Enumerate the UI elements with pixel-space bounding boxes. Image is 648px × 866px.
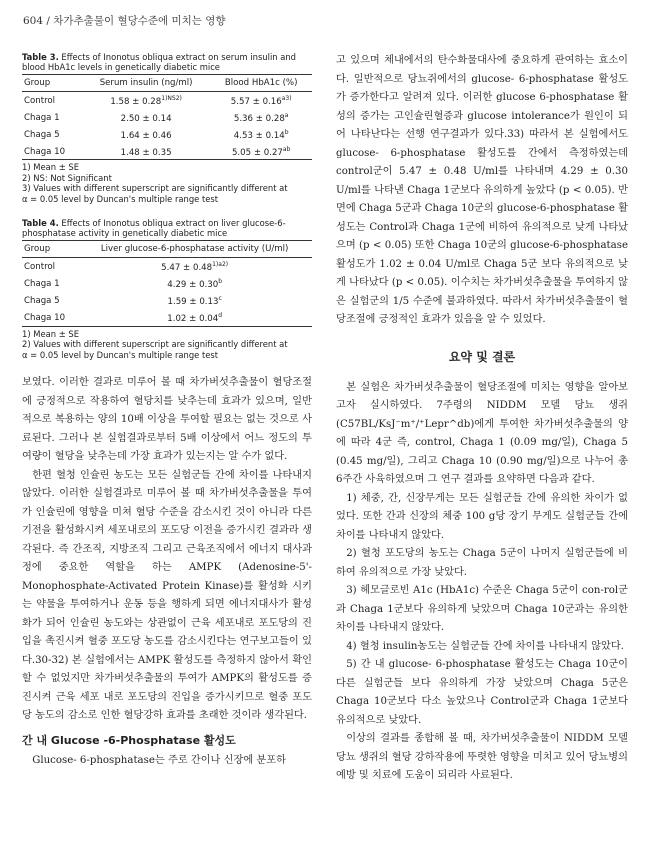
table-row: [22, 258, 312, 275]
running-header: 604 / 차가추출물이 혈당수준에 미치는 영향: [23, 15, 226, 27]
paragraph: 본 실험은 차가버섯추출물이 혈당조절에 미치는 영향을 알아보고자 실시하였다. 7주령의 NIDDM 모델 당뇨 생쥐 (C57BL/KsJ⁻m⁺/⁺Lepr^db)에게 투여한 차가버섯추출물의 양에 따라 4군 즉, control, Chaga 1 (0.09 mg/일), Chaga 5 (0.45 mg/일), 그리고 Chaga 10 (0.90 mg/일)으로 나누어 총 6주간 사육하였으며 그 연구 결과를 요약하면 다음과 같다.: [336, 381, 628, 485]
footnote: α = 0.05 level by Duncan's multiple range test: [22, 193, 219, 204]
table-row: [22, 309, 312, 326]
table-cell: 1.64 ± 0.46: [120, 130, 172, 141]
table3-caption: [22, 52, 312, 72]
table-cell: 1.02 ± 0.04$^d$: [77, 309, 312, 326]
table3-header-group: Group: [22, 75, 82, 92]
table4: [22, 240, 312, 326]
left-body: [22, 374, 312, 726]
paragraph: Glucose- 6-phosphatase는 주로 간이나 신장에 분포하: [32, 754, 286, 766]
section-heading: 간 내 Glucose -6-Phosphatase 활성도: [22, 733, 236, 747]
footnote: 2) Values with different superscript are significantly different at: [22, 339, 288, 350]
table-cell: Chaga 5: [24, 129, 60, 140]
table4-caption: [22, 218, 312, 238]
table4-footnotes: [22, 329, 312, 361]
paragraph: 3) 헤모글로빈 A1c (HbA1c) 수준은 Chaga 5군이 con-rol군과 Chaga 1군보다 유의하게 낮았으며 Chaga 10군과는 유의한 차이를 나타내지 않았다.: [336, 585, 628, 633]
table-row: [22, 109, 312, 126]
table-cell: 1.48 ± 0.35: [82, 143, 210, 160]
footnote: 1) Mean ± SE: [22, 328, 80, 339]
paragraph: 보였다. 이러한 결과로 미루어 볼 때 차가버섯추출물이 혈당조절에 긍정적으로 작용하여 혈당치를 낮추는데 효과가 있으며, 일반적으로 복용하는 양의 10배 이상을 투여할 필요는 없는 것으로 사료된다. 그러나 본 실험결과로부터 5배 이상에서 어느 정도의 투여량이 혈당을 낮추는데 가장 효과가 있는지는 알 수가 없다.: [22, 377, 312, 463]
table-cell: $1.58 \pm 0.28^{1)NS2)}$: [110, 95, 182, 107]
table-cell: Chaga 5: [24, 296, 60, 307]
footnote: α = 0.05 level by Duncan's multiple range test: [22, 349, 219, 360]
paragraph: 4) 혈청 insulin농도는 실험군들 간에 차이를 나타내지 않았다.: [346, 640, 624, 652]
table4-header-activity: Liver glucose-6-phosphatase activity (U/ml): [77, 241, 312, 258]
table3-header-hba1c: Blood HbA1c (%): [210, 75, 312, 92]
table-row: [22, 143, 312, 160]
table-cell: 1.59 ± 0.13$^c$: [167, 295, 222, 308]
table-cell: 2.50 ± 0.14: [120, 113, 172, 124]
table-row: [22, 126, 312, 143]
table-cell: Chaga 1: [24, 279, 60, 290]
paragraph: 한편 혈청 인슐린 농도는 모든 실험군들 간에 차이를 나타내지 않았다. 이러한 실험결과로 미루어 볼 때 차가버섯추출물을 투여가 인슐린에 영향을 미쳐 혈당 수준을 감소시킨 것이 아니라 다른 기전을 활성화시켜 세포내로의 포도당 이전을 증가시킨 결과라 생각된다. 즉 간조직, 지방조직 그리고 근육조직에서 에너지 대사과정에 중요한 역할을 하는 AMPK (Adenosine-5'-Monophosphate-Activated Protein Kinase)를 활성화 시키는 약물을 투여하거나 운동 등을 행하게 되면 에너지대사가 활성화가 되어 인슐린 농도와는 상관없이 근육 세포내로 포도당의 진입을 촉진시켜 혈중 포도당 농도를 감소시킨다는 연구보고들이 있다.30-32) 본 실험에서는 AMPK 활성도를 측정하지 않아서 확인할 수 없었지만 차가버섯추출물의 투여가 AMPK의 활성도를 증진시켜 근육 세포 내로 포도당의 진입을 증가시키므로 혈중 포도당 농도의 감소로 인한 혈당강하 효과를 초래한 것이라 생각된다.: [22, 469, 312, 722]
table3-caption-text: Effects of Inonotus obliqua extract on serum insulin and blood HbA1c levels in genetically diabetic mice: [22, 52, 296, 72]
table-cell: Chaga 1: [24, 112, 60, 123]
table-cell: Chaga 10: [22, 143, 82, 160]
table4-label: Table 4.: [22, 218, 59, 229]
left-column: [22, 52, 312, 770]
paragraph: 이상의 결과를 종합해 볼 때, 차가버섯추출물이 NIDDM 모델 당뇨 생쥐의 혈당 강하작용에 뚜렷한 영향을 미치고 있어 당뇨병의 예방 및 치료에 도움이 되리라 사료된다.: [336, 733, 628, 781]
table-cell: Chaga 10: [22, 309, 77, 326]
table-cell: Control: [24, 262, 56, 273]
paragraph: 고 있으며 체내에서의 탄수화물대사에 중요하게 관여하는 효소이다. 일반적으로 당뇨쥐에서의 glucose- 6-phosphatase 활성도가 증가한다고 알려져 있다. 이러한 glucose 6-phosphatase 활성의 증가는 고인슐린혈증과 glucose intolerance가 원인이 되어 나타난다는 선행 연구결과가 있다.33) 따라서 본 실험에서도 glucose- 6-phosphatase 활성도를 간에서 측정하였는데 control군이 5.47 ± 0.48 U/ml를 나타내며 4.29 ± 0.30 U/ml를 나타낸 Chaga 1군보다 유의하게 높았다 (p < 0.05). 반면에 Chaga 5군과 Chaga 10군의 glucose-6-phosphatase 활성도는 Control과 Chaga 1군에 비하여 유의적으로 낮게 나타났으며 (p < 0.05) 또한 Chaga 10군의 glucose-6-phosphatase 활성도가 1.02 ± 0.04 U/ml로 Chaga 5군 보다 유의적으로 낮게 나타났다 (p < 0.05). 이수치는 차가버섯추출물을 투여하지 않은 실험군의 1/5 수준에 불과하였다. 따라서 차가버섯추출물이 혈당조절에 긍정적인 효과가 있음을 알 수 있었다.: [336, 55, 628, 325]
table-cell: 4.29 ± 0.30$^b$: [167, 278, 223, 291]
table-cell: 5.36 ± 0.28$^a$: [233, 111, 289, 124]
table3-label: Table 3.: [22, 52, 59, 62]
paragraph: 2) 혈청 포도당의 농도는 Chaga 5군이 나머지 실험군들에 비하여 유의적으로 가장 낮았다.: [336, 548, 628, 578]
table-cell: 5.05 ± 0.27$^{ab}$: [210, 143, 312, 160]
table-row: [22, 292, 312, 309]
table-cell: Control: [24, 95, 56, 106]
table-cell: $5.57 \pm 0.16^{a3)}$: [230, 95, 292, 107]
table-row: [22, 275, 312, 292]
table3-footnotes: [22, 162, 312, 204]
table3-header-insulin: Serum insulin (ng/ml): [82, 75, 210, 92]
footnote: 2) NS: Not Significant: [22, 172, 112, 183]
left-body-end: [22, 752, 312, 771]
table-cell: $5.47 \pm 0.48^{1)a2)}$: [161, 261, 229, 274]
table3: [22, 74, 312, 160]
footnote: 3) Values with different superscript are significantly different at: [22, 183, 288, 194]
summary-heading: 요약 및 결론: [448, 349, 516, 364]
summary-body: [336, 379, 628, 786]
right-column: [336, 52, 628, 786]
table4-header-group: Group: [22, 241, 77, 258]
right-body: [336, 52, 628, 330]
paragraph: 5) 간 내 glucose- 6-phosphatase 활성도는 Chaga 10군이 다른 실험군들 보다 유의하게 가장 낮았으며 Chaga 5군은 Chaga 10군보다 다소 높았으나 Control군과 Chaga 1군보다 유의적으로 낮았다.: [336, 659, 628, 726]
table-cell: 4.53 ± 0.14$^b$: [233, 128, 289, 141]
footnote: 1) Mean ± SE: [22, 162, 80, 173]
table4-caption-text: Effects of Inonotus obliqua extract on liver glucose-6-phosphatase activity in genetically diabetic mice: [22, 218, 286, 239]
table-row: [22, 92, 312, 109]
paragraph: 1) 체중, 간, 신장무게는 모든 실험군들 간에 유의한 차이가 없었다. 또한 간과 신장의 체중 100 g당 장기 무게도 실험군들 간에 차이를 나타내지 않았다.: [336, 492, 628, 541]
